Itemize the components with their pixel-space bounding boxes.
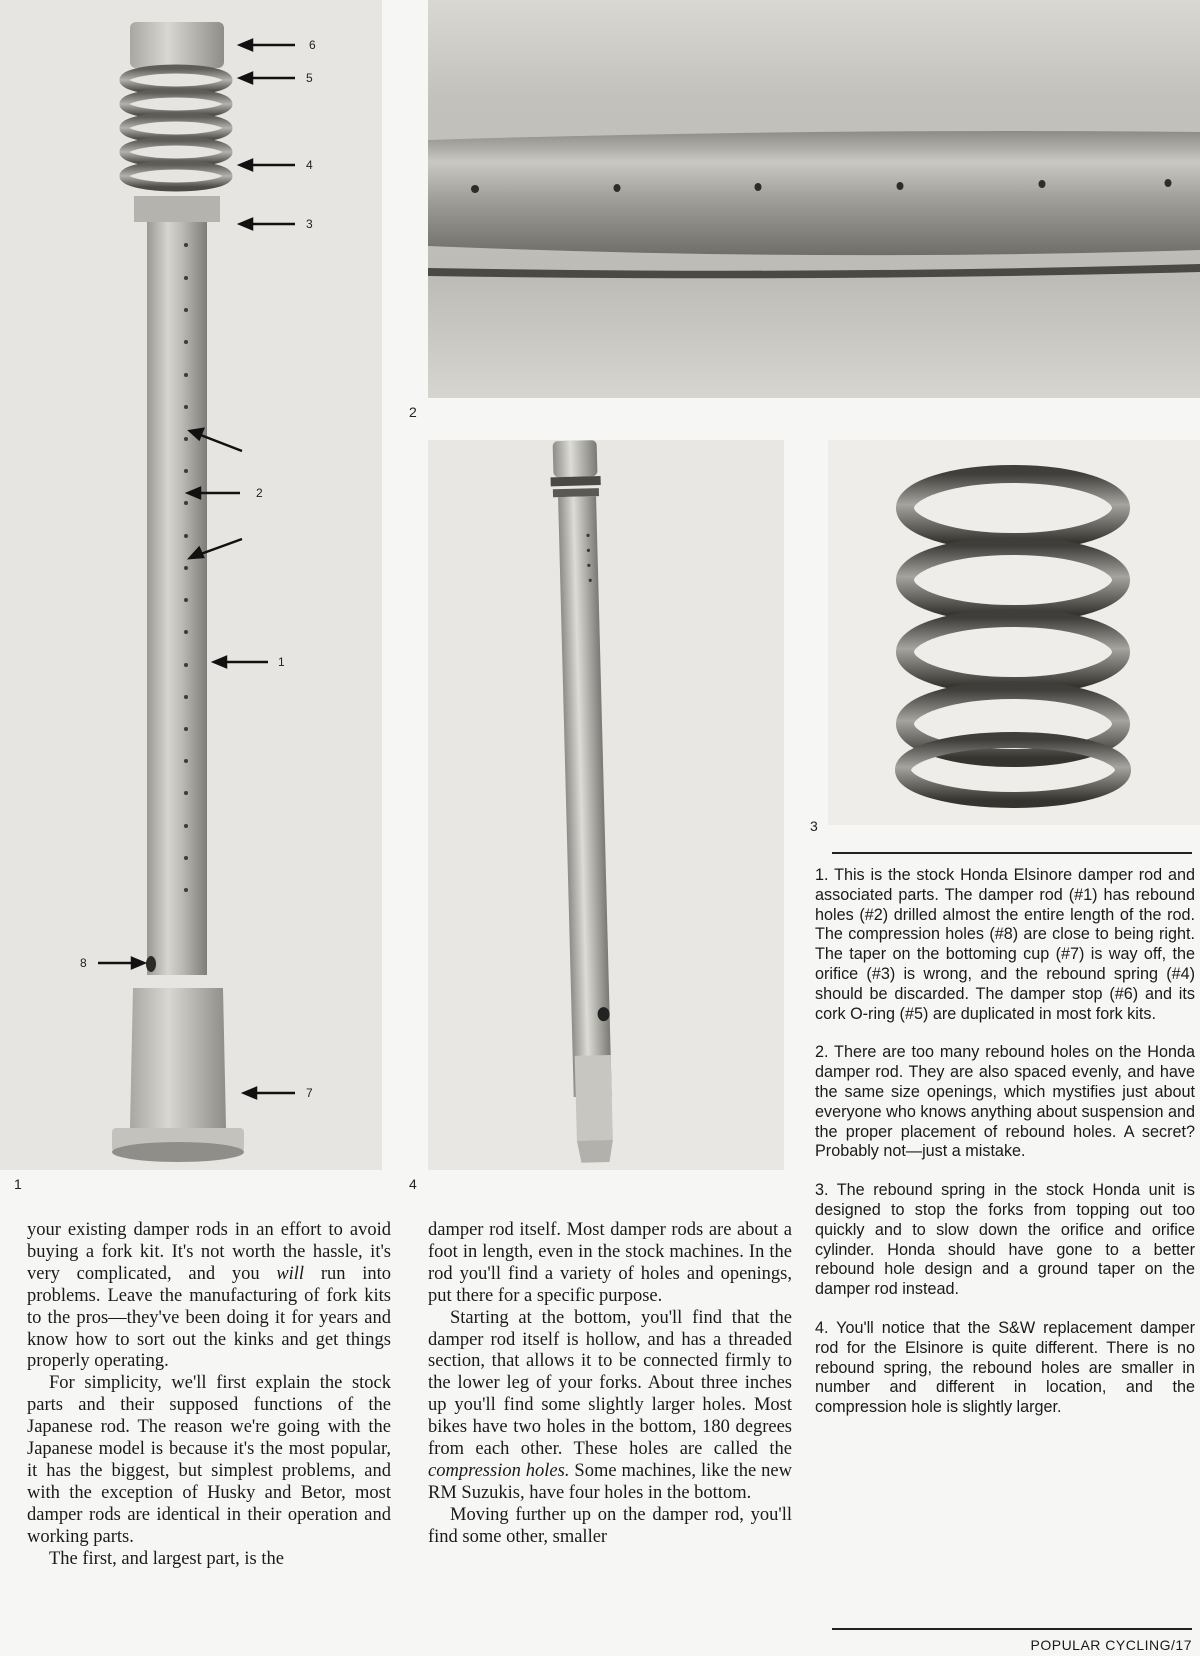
body-col2-paragraph-1: damper rod itself. Most damper rods are about a foot in length, even in the stock machines. In the rod you'll find a variety of holes and openings, put there for a specific purpose. (428, 1220, 792, 1306)
emphasis-compression-holes: compression holes. (428, 1460, 570, 1481)
figure-4-photo (428, 440, 784, 1170)
body-col1-paragraph-1: your existing damper rods in an effort to avoid buying a fork kit. It's not worth the hassle, it's very complicated, and you will run into problems. Leave the manufacturing of fork kits to the pros—they've been doing it for years and know how to sort out the kinks and get things properly operating. (27, 1220, 391, 1372)
fig1-callout-8: 8 (80, 956, 87, 970)
figure-2-photo (428, 0, 1200, 398)
body-column-1 (27, 1220, 391, 1571)
damper-rod-illustration (0, 0, 382, 1170)
fig1-callout-4: 4 (306, 158, 313, 172)
captions-block (815, 866, 1195, 1437)
caption-top-rule (832, 852, 1192, 854)
body-col2-paragraph-2: Starting at the bottom, you'll find that the damper rod itself is hollow, and has a threaded section, that allows it to be connected firmly to the lower leg of your forks. About three inches up you'll find some slightly larger holes. Most bikes have two holes in the bottom, 180 degrees from each other. These holes are called the compression holes. Some machines, like the new RM Suzukis, have four holes in the bottom. (428, 1307, 792, 1503)
fig1-callout-5: 5 (306, 71, 313, 85)
fig1-callout-6: 6 (309, 38, 316, 52)
rebound-spring-illustration (828, 440, 1200, 825)
replacement-rod-illustration (428, 440, 784, 1170)
fig1-callout-3: 3 (306, 217, 313, 231)
fig1-callout-2: 2 (256, 486, 263, 500)
body-col2-paragraph-3: Moving further up on the damper rod, you'll find some other, smaller (428, 1504, 792, 1547)
caption-2: 2. There are too many rebound holes on the Honda damper rod. They are also spaced evenly, and have the same size openings, which mystifies just about everyone who knows anything about suspension and the proper placement of rebound holes. A secret? Probably not—just a mistake. (815, 1043, 1195, 1161)
fig1-callout-1: 1 (278, 655, 285, 669)
body-col1-paragraph-2: For simplicity, we'll first explain the stock parts and their supposed functions of the Japanese rod. The reason we're going with the Japanese model is because it's the most popular, it has the biggest, but simplest problems, and with the exception of Husky and Betor, most damper rods are identical in their operation and working parts. (27, 1373, 391, 1547)
page-footer: POPULAR CYCLING/17 (1030, 1637, 1192, 1653)
body-col1-paragraph-3: The first, and largest part, is the (49, 1548, 284, 1569)
emphasis-will: will (276, 1263, 305, 1284)
figure-3-photo (828, 440, 1200, 825)
caption-3: 3. The rebound spring in the stock Honda unit is designed to stop the forks from topping out too quickly and to slow down the orifice and orifice cylinder. Honda should have gone to a better rebound hole design and a ground taper on the damper rod instead. (815, 1181, 1195, 1299)
figure-1-photo (0, 0, 382, 1170)
caption-bottom-rule (832, 1628, 1192, 1630)
figure-4-number: 4 (409, 1176, 417, 1192)
figure-1-number: 1 (14, 1176, 22, 1192)
figure-3-number: 3 (810, 818, 818, 834)
caption-4: 4. You'll notice that the S&W replacement damper rod for the Elsinore is quite different. There is no rebound spring, the rebound holes are smaller in number and different in location, and the compression hole is slightly larger. (815, 1318, 1195, 1417)
figure-2-number: 2 (409, 404, 417, 420)
caption-1: 1. This is the stock Honda Elsinore damper rod and associated parts. The damper rod (#1) has rebound holes (#2) drilled almost the entire length of the rod. The compression holes (#8) are close to being right. The taper on the bottoming cup (#7) is way off, the orifice (#3) is wrong, and the rebound spring (#4) should be discarded. The damper stop (#6) and its cork O-ring (#5) are duplicated in most fork kits. (815, 866, 1195, 1023)
rod-closeup-illustration (428, 0, 1200, 398)
body-column-2 (428, 1220, 792, 1549)
fig1-callout-7: 7 (306, 1086, 313, 1100)
